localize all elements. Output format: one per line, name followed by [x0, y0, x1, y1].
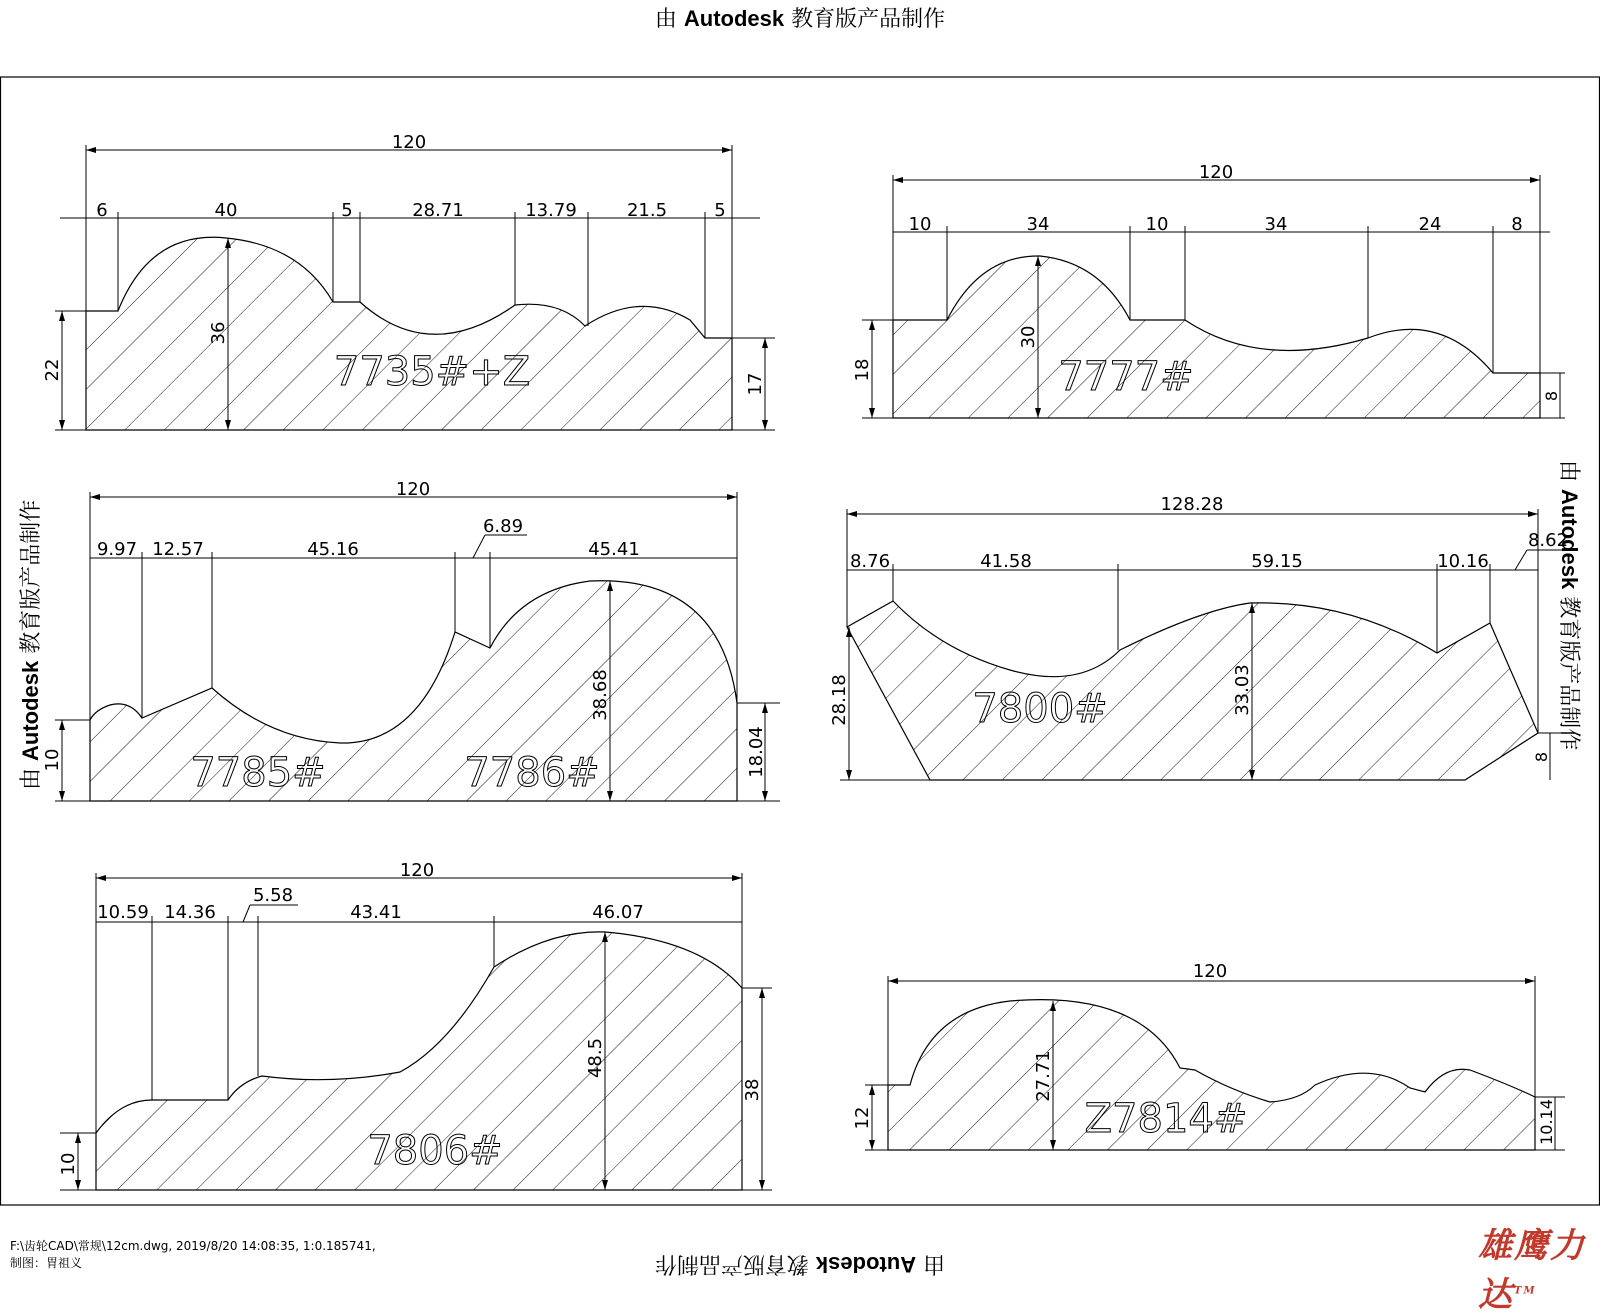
- dim-7786-right: 18.04: [746, 726, 767, 778]
- profile-7735-label: 7735#+Z: [333, 349, 531, 395]
- dim-7786-h: 38.68: [590, 669, 611, 721]
- dim-7800-a: 8.76: [849, 551, 891, 572]
- dim-7806-b: 14.36: [164, 902, 216, 923]
- dim-7800-b: 41.58: [980, 551, 1032, 572]
- profile-7777-shape: [893, 256, 1540, 418]
- dim-7735-d: 28.71: [412, 200, 464, 221]
- watermark-left: 由 Autodesk 教育版产品制作: [18, 499, 44, 790]
- dim-7735-a: 6: [96, 200, 108, 221]
- watermark-right: 由 Autodesk 教育版产品制作: [1556, 460, 1582, 751]
- dim-7777-f: 8: [1511, 214, 1523, 235]
- dim-7806-left: 10: [58, 1152, 79, 1176]
- dim-7785-b: 12.57: [152, 539, 204, 560]
- dim-7785-left: 10: [42, 748, 63, 772]
- watermark-bottom: 由 Autodesk 教育版产品制作: [654, 1251, 946, 1277]
- profile-7800: [840, 509, 1565, 780]
- brand-logo: 雄鹰力达™: [1478, 1226, 1586, 1315]
- file-path: F:\齿轮CAD\常规\12cm.dwg, 2019/8/20 14:08:35, 1:0.185741,: [10, 1239, 376, 1253]
- dim-7806-total: 120: [399, 860, 435, 881]
- dim-7800-c: 59.15: [1251, 551, 1303, 572]
- dim-7777-a: 10: [908, 214, 932, 235]
- dim-7785-d: 6.89: [482, 516, 524, 537]
- profile-7806-label: 7806#: [367, 1128, 503, 1174]
- dim-7735-c: 5: [341, 200, 353, 221]
- dim-7735-h: 36: [208, 321, 229, 345]
- dim-7735-total: 120: [391, 132, 427, 153]
- dim-7777-b: 34: [1026, 214, 1050, 235]
- dim-7785-e: 45.41: [588, 539, 640, 560]
- dim-7735-right: 17: [745, 372, 766, 396]
- profile-7785-7786-shape: [90, 581, 737, 801]
- dim-7777-right: 8: [1542, 390, 1561, 402]
- dim-z7814-left: 12: [852, 1106, 873, 1130]
- profile-7786-label: 7786#: [464, 750, 600, 796]
- dim-7785-c: 45.16: [307, 539, 359, 560]
- dim-7735-left: 22: [42, 358, 63, 382]
- dim-z7814-total: 120: [1192, 961, 1228, 982]
- dim-7735-e: 13.79: [525, 200, 577, 221]
- dim-7800-total: 128.28: [1160, 494, 1224, 515]
- profile-7777-label: 7777#: [1058, 354, 1194, 400]
- profile-7800-shape: [847, 601, 1538, 780]
- dim-7800-left: 28.18: [829, 674, 850, 726]
- dim-7777-total: 120: [1198, 162, 1234, 183]
- dim-7735-b: 40: [214, 200, 238, 221]
- profile-z7814-label: Z7814#: [1084, 1096, 1248, 1142]
- drafter: 制图：胃祖义: [10, 1256, 83, 1270]
- dim-7777-e: 24: [1418, 214, 1442, 235]
- dim-7806-right: 38: [742, 1078, 763, 1102]
- dim-7777-d: 34: [1264, 214, 1288, 235]
- dim-7806-e: 46.07: [592, 902, 644, 923]
- file-info: [10, 1238, 376, 1272]
- dim-7806-a: 10.59: [97, 902, 149, 923]
- dim-7785-a: 9.97: [96, 539, 138, 560]
- profile-7735-shape: [86, 237, 732, 430]
- dim-7800-right: 8: [1532, 751, 1551, 763]
- dim-7735-f: 21.5: [626, 200, 668, 221]
- dim-7785-total: 120: [395, 479, 431, 500]
- dim-7806-c: 5.58: [252, 885, 294, 906]
- profile-7785-label: 7785#: [190, 750, 326, 796]
- dim-7800-h: 33.03: [1232, 664, 1253, 716]
- dim-7777-left: 18: [852, 358, 873, 382]
- dim-z7814-h: 27.71: [1033, 1050, 1054, 1102]
- dim-7800-d: 10.16: [1437, 551, 1489, 572]
- dim-7806-d: 43.41: [350, 902, 402, 923]
- dim-7777-h: 30: [1018, 325, 1039, 349]
- dim-z7814-right: 10.14: [1537, 1099, 1556, 1145]
- dim-7735-g: 5: [714, 200, 726, 221]
- profile-7777: [862, 175, 1565, 418]
- watermark-top: 由 Autodesk 教育版产品制作: [654, 6, 946, 32]
- profile-7800-label: 7800#: [972, 686, 1108, 732]
- dim-7800-e: 8.62: [1527, 530, 1569, 551]
- dim-7777-c: 10: [1145, 214, 1169, 235]
- dim-7806-h: 48.5: [585, 1037, 606, 1079]
